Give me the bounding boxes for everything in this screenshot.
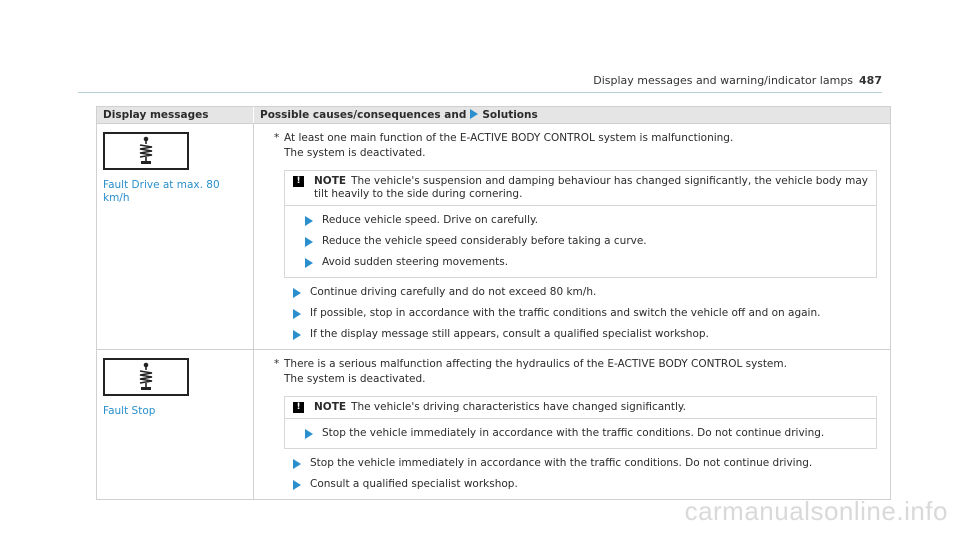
solution-step (293, 286, 884, 299)
solution-step (293, 457, 884, 470)
solution-step (293, 307, 884, 320)
display-message: Fault Stop (103, 405, 156, 417)
note-title: NOTE (314, 401, 347, 413)
suspension-spring-icon (103, 132, 189, 170)
note-step (285, 214, 876, 227)
message-cell (97, 350, 254, 499)
note-header (285, 397, 876, 419)
table-row (97, 349, 890, 499)
section-title: Display messages and warning/indicator lamps (593, 74, 854, 87)
header-rule (78, 92, 882, 93)
display-message: Fault Drive at max. 80 km/h (103, 179, 220, 204)
step-text: Stop the vehicle immediately in accordance with the traffic conditions. Do not continue driving. (310, 457, 813, 469)
status-text: The system is deactivated. (284, 147, 426, 159)
message-cell (97, 124, 254, 349)
note-title: NOTE (314, 175, 347, 187)
arrow-icon (470, 109, 478, 119)
note-step (285, 427, 876, 440)
warning-icon: ! (293, 176, 304, 187)
arrow-icon (305, 216, 313, 226)
note-body (314, 175, 868, 201)
status-text: The system is deactivated. (284, 373, 426, 385)
arrow-icon (293, 480, 301, 490)
cause-mark: * (274, 132, 280, 144)
note-box (284, 396, 877, 449)
step-text: If possible, stop in accordance with the traffic conditions and switch the vehicle off and on again. (310, 307, 821, 319)
col-header-messages: Display messages (97, 107, 254, 123)
page-number: 487 (859, 74, 882, 87)
arrow-icon (305, 237, 313, 247)
running-header (593, 74, 882, 87)
table-row (97, 123, 890, 349)
watermark: carmanualsonline.info (684, 496, 948, 526)
col-header-causes-label: Possible causes/consequences and (260, 109, 467, 121)
suspension-spring-icon (103, 358, 189, 396)
cause-text: There is a serious malfunction affecting the hydraulics of the E-ACTIVE BODY CONTROL system. (284, 358, 787, 370)
cause-mark: * (274, 358, 280, 370)
note-body (314, 401, 686, 414)
solutions-cell (254, 124, 890, 349)
cause-text: At least one main function of the E-ACTIVE BODY CONTROL system is malfunctioning. (284, 132, 734, 144)
arrow-icon (293, 288, 301, 298)
step-text: Avoid sudden steering movements. (322, 256, 509, 268)
note-step (285, 256, 876, 269)
col-header-causes (254, 107, 890, 123)
arrow-icon (293, 459, 301, 469)
step-text: If the display message still appears, consult a qualified specialist workshop. (310, 328, 709, 340)
display-messages-table (96, 106, 891, 500)
cause-line (274, 357, 884, 372)
arrow-icon (293, 309, 301, 319)
note-text: The vehicle's driving characteristics have changed significantly. (351, 401, 686, 413)
step-text: Reduce the vehicle speed considerably before taking a curve. (322, 235, 647, 247)
col-header-solutions-label: Solutions (482, 109, 538, 121)
note-text: The vehicle's suspension and damping behaviour has changed significantly, the vehicle body may tilt heavily to the side during cornering. (314, 175, 868, 200)
arrow-icon (305, 258, 313, 268)
step-text: Stop the vehicle immediately in accordance with the traffic conditions. Do not continue driving. (322, 427, 825, 439)
note-step (285, 235, 876, 248)
solution-step (293, 478, 884, 491)
table-header (97, 107, 890, 123)
solution-step (293, 328, 884, 341)
step-text: Consult a qualified specialist workshop. (310, 478, 518, 490)
arrow-icon (305, 429, 313, 439)
note-header (285, 171, 876, 206)
note-box (284, 170, 877, 278)
solutions-cell (254, 350, 890, 499)
arrow-icon (293, 330, 301, 340)
step-text: Continue driving carefully and do not exceed 80 km/h. (310, 286, 597, 298)
warning-icon: ! (293, 402, 304, 413)
step-text: Reduce vehicle speed. Drive on carefully. (322, 214, 539, 226)
cause-line (274, 131, 884, 146)
